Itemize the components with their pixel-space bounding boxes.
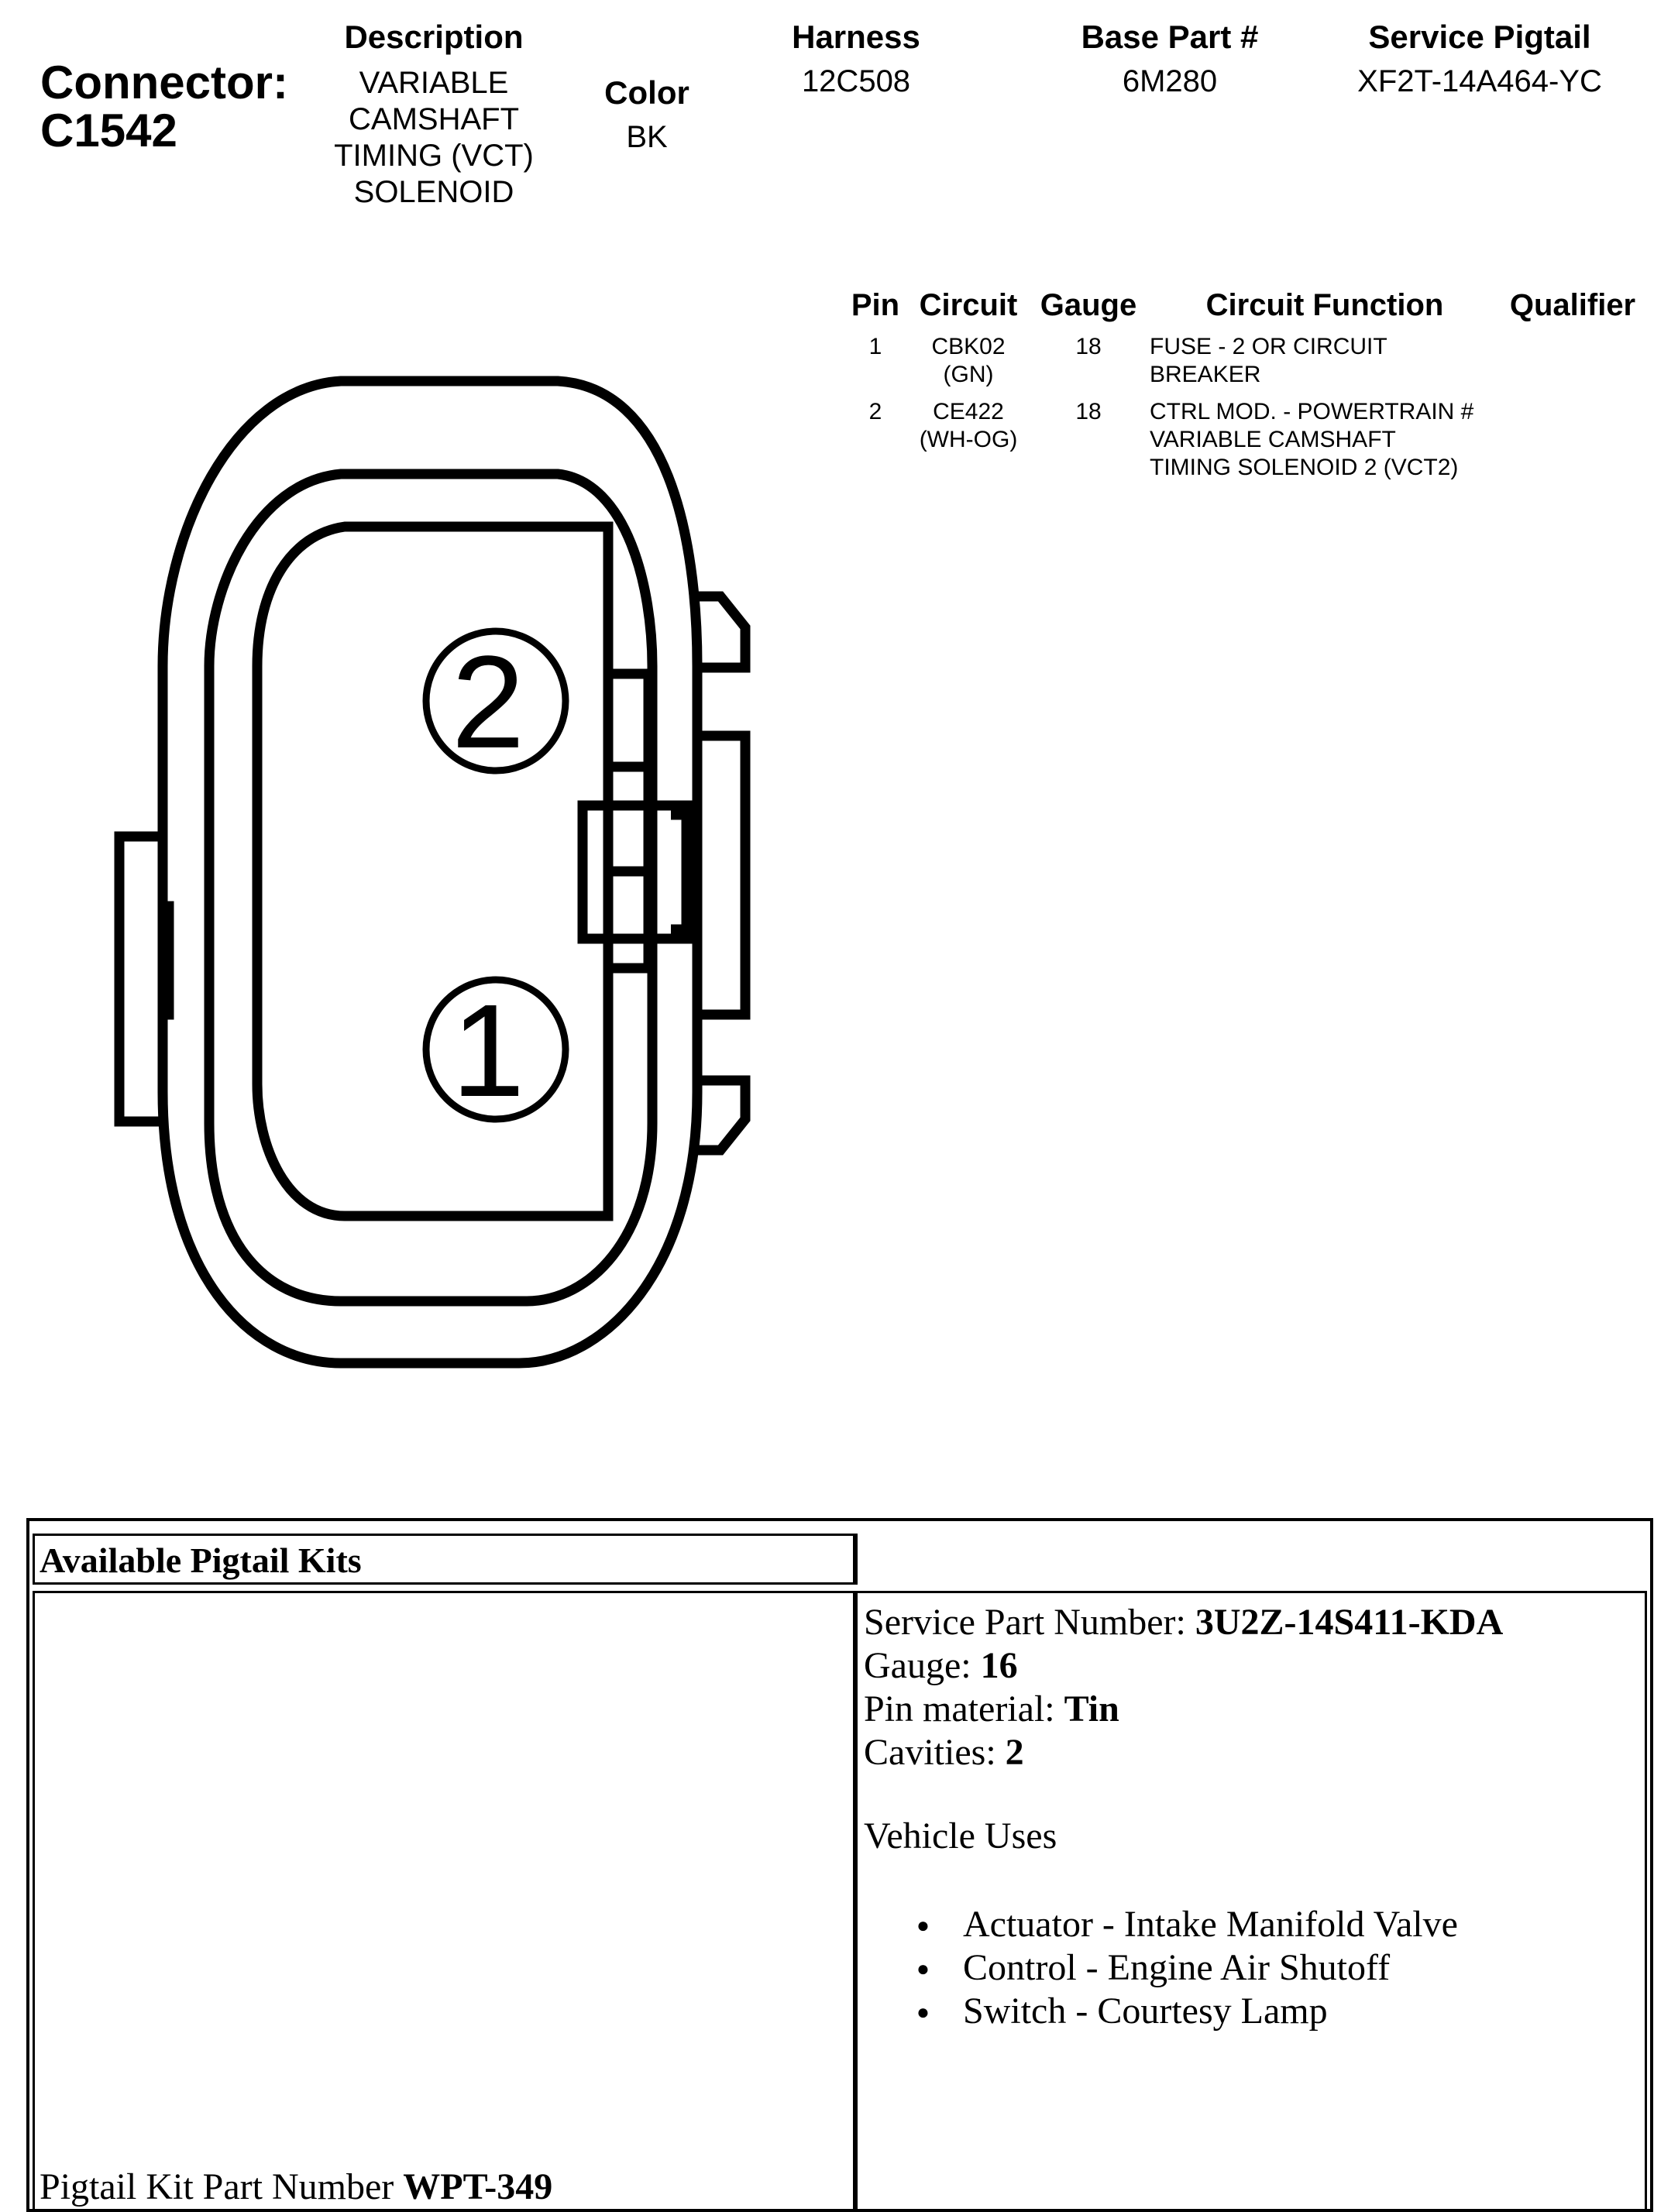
function-cell bbox=[1150, 333, 1522, 389]
description-line: TIMING (VCT) bbox=[334, 139, 534, 173]
list-item: ● Control - Engine Air Shutoff bbox=[916, 1946, 1638, 1990]
gauge-cell: 18 bbox=[1075, 399, 1102, 424]
pigtail-kit-details-cell bbox=[855, 1591, 1647, 2212]
gauge-header: Gauge bbox=[1040, 288, 1137, 322]
base-part-block bbox=[1038, 19, 1301, 100]
pigtail-kit-part-label: Pigtail Kit Part Number bbox=[40, 2166, 404, 2207]
circuit-code: CE422 bbox=[933, 399, 1004, 424]
kit-gauge-label: Gauge: bbox=[864, 1645, 981, 1686]
qualifier-header: Qualifier bbox=[1509, 288, 1636, 322]
function-line: BREAKER bbox=[1150, 362, 1261, 387]
harness-label: Harness bbox=[792, 19, 920, 55]
function-line: VARIABLE CAMSHAFT bbox=[1150, 427, 1396, 452]
circuit-cell bbox=[899, 333, 1038, 389]
kit-pin-material-label: Pin material: bbox=[864, 1688, 1064, 1729]
service-part-label: Service Part Number: bbox=[864, 1602, 1195, 1643]
circuit-color: (GN) bbox=[943, 362, 994, 387]
service-pigtail-block bbox=[1317, 19, 1642, 100]
description-line: VARIABLE bbox=[359, 66, 509, 100]
kit-gauge bbox=[864, 1644, 1638, 1688]
circuit-header: Circuit bbox=[919, 288, 1018, 322]
gauge-cell: 18 bbox=[1075, 334, 1102, 359]
pigtail-kit-image-cell bbox=[33, 1591, 855, 2212]
pigtail-kit-part-number bbox=[40, 2166, 552, 2209]
connector-label: Connector: bbox=[40, 57, 288, 108]
pin-1-label: 1 bbox=[451, 977, 525, 1125]
connector-left-tab-inner bbox=[164, 906, 169, 1015]
color-value: BK bbox=[626, 120, 668, 154]
pin-header: Pin bbox=[851, 288, 900, 322]
kit-pin-material-value: Tin bbox=[1064, 1688, 1119, 1729]
description-label: Description bbox=[344, 19, 524, 55]
pigtail-kit-details bbox=[864, 1601, 1638, 2033]
pigtail-kits-title: Available Pigtail Kits bbox=[40, 1540, 362, 1580]
color-label: Color bbox=[604, 74, 689, 111]
description-line: SOLENOID bbox=[353, 175, 514, 209]
service-pigtail-value: XF2T-14A464-YC bbox=[1357, 64, 1602, 98]
base-part-value: 6M280 bbox=[1122, 64, 1218, 98]
connector-id: C1542 bbox=[40, 105, 177, 156]
circuit-code: CBK02 bbox=[931, 334, 1006, 359]
vehicle-uses-list bbox=[916, 1903, 1638, 2033]
connector-right-clip-upper bbox=[697, 736, 745, 1015]
function-cell bbox=[1150, 398, 1552, 482]
description-line: CAMSHAFT bbox=[349, 102, 519, 136]
function-line: TIMING SOLENOID 2 (VCT2) bbox=[1150, 455, 1459, 480]
kit-cavities bbox=[864, 1731, 1638, 1774]
kit-pin-material bbox=[864, 1688, 1638, 1731]
vehicle-uses-label: Vehicle Uses bbox=[864, 1815, 1057, 1856]
pin-cell: 2 bbox=[868, 399, 882, 424]
connector-right-clip-top bbox=[697, 596, 745, 668]
pigtail-title-spacer bbox=[855, 1534, 1647, 1585]
kit-cavities-label: Cavities: bbox=[864, 1732, 1006, 1773]
service-part-value: 3U2Z-14S411-KDA bbox=[1195, 1602, 1504, 1643]
kit-gauge-value: 16 bbox=[980, 1645, 1018, 1686]
pin-2-label: 2 bbox=[451, 629, 525, 776]
list-item: ● Switch - Courtesy Lamp bbox=[916, 1990, 1638, 2033]
harness-value: 12C508 bbox=[801, 64, 911, 98]
circuit-color: (WH-OG) bbox=[919, 427, 1018, 452]
connector-pin-cavity bbox=[257, 527, 608, 1216]
connector-keyway bbox=[608, 674, 648, 968]
kit-cavities-value: 2 bbox=[1005, 1732, 1024, 1773]
function-line: CTRL MOD. - POWERTRAIN # bbox=[1150, 399, 1474, 424]
pigtail-kit-part-value: WPT-349 bbox=[403, 2166, 553, 2207]
pigtail-kits-title-cell bbox=[33, 1534, 855, 1585]
connector-face-diagram bbox=[0, 0, 852, 1472]
function-line: FUSE - 2 OR CIRCUIT bbox=[1150, 334, 1387, 359]
connector-left-tab bbox=[119, 836, 164, 1121]
service-pigtail-label: Service Pigtail bbox=[1368, 19, 1591, 55]
list-item: ● Actuator - Intake Manifold Valve bbox=[916, 1903, 1638, 1946]
connector-right-clip-bottom bbox=[697, 1080, 745, 1150]
base-part-label: Base Part # bbox=[1081, 19, 1259, 55]
circuit-cell bbox=[899, 398, 1038, 454]
pin-cell: 1 bbox=[868, 334, 882, 359]
circuit-function-header: Circuit Function bbox=[1205, 288, 1444, 322]
service-part-number bbox=[864, 1601, 1638, 1644]
